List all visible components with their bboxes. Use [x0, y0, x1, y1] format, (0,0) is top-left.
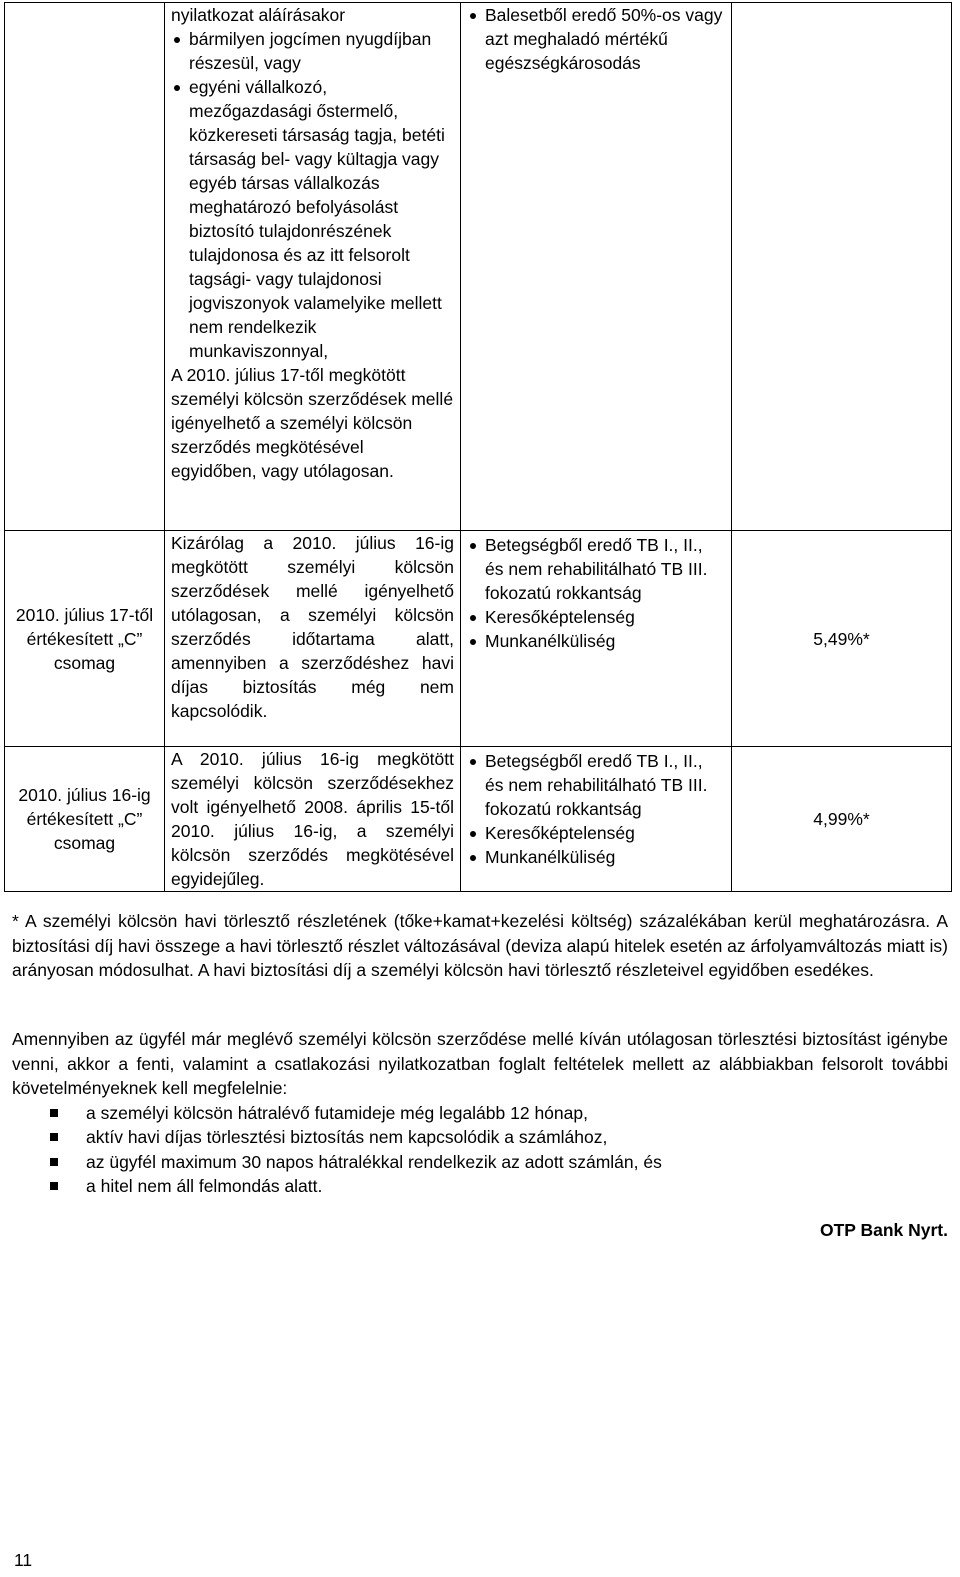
list-item: Munkanélküliség: [467, 845, 725, 869]
list-item: Betegségből eredő TB I., II., és nem rehabilitálható TB III. fokozatú rokkantság: [467, 749, 725, 821]
table-cell: [165, 3, 461, 531]
list-item: Betegségből eredő TB I., II., és nem rehabilitálható TB III. fokozatú rokkantság: [467, 533, 725, 605]
list-item: az ügyfél maximum 30 napos hátralékkal rendelkezik az adott számlán, és: [50, 1150, 948, 1175]
list-item: Munkanélküliség: [467, 629, 725, 653]
list-item: bármilyen jogcímen nyugdíjban részesül, vagy: [171, 27, 454, 75]
list-item: a hitel nem áll felmondás alatt.: [50, 1174, 948, 1199]
list-item: a személyi kölcsön hátralévő futamideje még legalább 12 hónap,: [50, 1101, 948, 1126]
list-item: egyéni vállalkozó, mezőgazdasági őstermelő, közkereseti társaság tagja, betéti társaság bel- vagy kültagja vagy egyéb társas vállalkozás meghatározó befolyásolást biztosító tulajdonrészének tulajdonosa és az itt felsorolt tagsági- vagy tulajdonosi jogviszonyok valamelyike mellett nem rendelkezik munkaviszonnyal,: [171, 75, 454, 363]
requirements-section: [12, 1027, 948, 1199]
bullet-list: [171, 27, 454, 363]
table-cell: [461, 531, 732, 747]
requirements-list: [12, 1101, 948, 1199]
table-cell: [5, 3, 165, 531]
table-cell: [732, 3, 952, 531]
bullet-list: [467, 533, 725, 653]
list-item: aktív havi díjas törlesztési biztosítás nem kapcsolódik a számlához,: [50, 1125, 948, 1150]
bullet-list: [467, 3, 725, 75]
cell-text: A 2010. július 17-től megkötött személyi kölcsön szerződések mellé igényelhető a személyi kölcsön szerződés megkötésével egyidőben, vagy utólagosan.: [171, 365, 454, 481]
requirements-intro: Amennyiben az ügyfél már meglévő személyi kölcsön szerződése mellé kíván utólagosan törlesztési biztosítást igénybe venni, akkor a fenti, valamint a csatlakozási nyilatkozatban foglalt feltételek mellett az alábbiakban felsorolt további követelményeknek kell megfelelnie:: [12, 1029, 948, 1098]
footnote-text: * A személyi kölcsön havi törlesztő részletének (tőke+kamat+kezelési költség) százalékában kerül meghatározásra. A biztosítási díj havi összege a havi törlesztő részlet változásával (deviza alapú hitelek esetén az árfolyamváltozás miatt is) arányosan módosulhat. A havi biztosítási díj a személyi kölcsön havi törlesztő részleteivel egyidőben esedékes.: [12, 911, 948, 980]
list-item: Keresőképtelenség: [467, 605, 725, 629]
table-row: [5, 531, 952, 747]
page-number: 11: [14, 1550, 33, 1570]
insurance-terms-table: [4, 2, 952, 892]
bullet-list: [467, 749, 725, 869]
premium-rate: 5,49%*: [732, 531, 952, 747]
premium-rate: 4,99%*: [732, 747, 952, 892]
cell-text: nyilatkozat aláírásakor: [171, 5, 346, 25]
cell-text: Kizárólag a 2010. július 16-ig megkötött személyi kölcsön szerződések mellé igényelhető utólagosan, a személyi kölcsön szerződés időtartama alatt, amennyiben a szerződéshez havi díjas biztosítás még nem kapcsolódik.: [165, 531, 461, 747]
table-cell: [461, 3, 732, 531]
package-label: 2010. július 17-től értékesített „C” csomag: [5, 531, 165, 747]
table-row: [5, 3, 952, 531]
footnote: [12, 909, 948, 983]
cell-text: A 2010. július 16-ig megkötött személyi kölcsön szerződésekhez volt igényelhető 2008. április 15-től 2010. július 16-ig, a személyi kölcsön szerződés megkötésével egyidejűleg.: [165, 747, 461, 892]
list-item: Balesetből eredő 50%-os vagy azt meghaladó mértékű egészségkárosodás: [467, 3, 725, 75]
table-cell: [461, 747, 732, 892]
package-label: 2010. július 16-ig értékesített „C” csomag: [5, 747, 165, 892]
table-row: [5, 747, 952, 892]
list-item: Keresőképtelenség: [467, 821, 725, 845]
signature: OTP Bank Nyrt.: [819, 1220, 948, 1240]
